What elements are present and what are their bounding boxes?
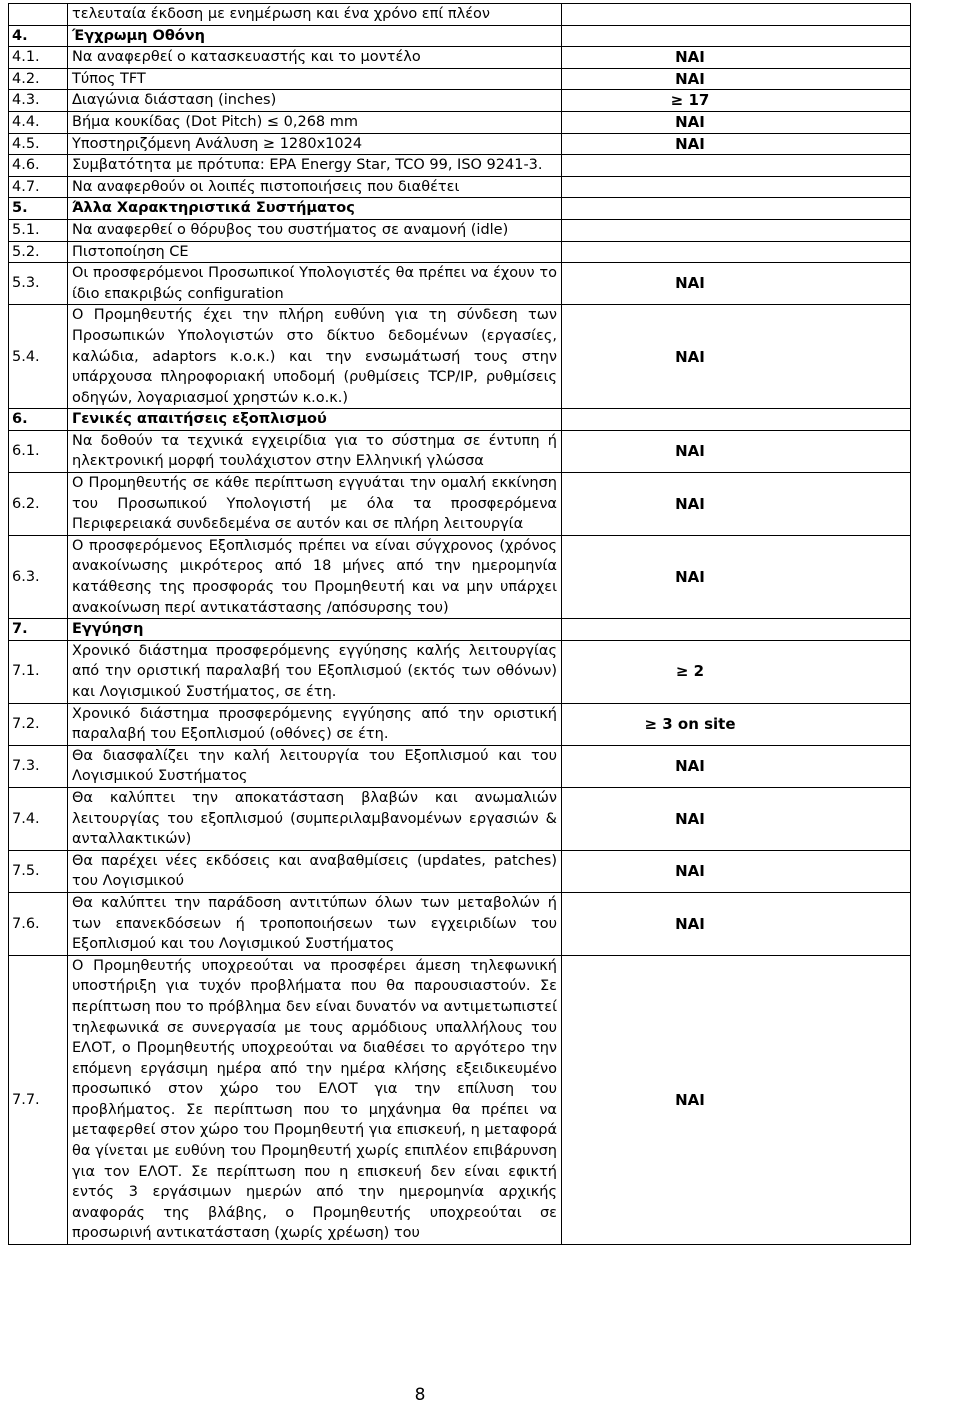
item-number: 5.3. [9,263,68,305]
page-number: 8 [414,1385,426,1405]
item-description: Να δοθούν τα τεχνικά εγχειρίδια για το σύστημα σε έντυπη ή ηλεκτρονική μορφή τουλάχιστον στην Ελληνική γλώσσα [68,430,562,472]
item-description: Διαγώνια διάσταση (inches) [68,90,562,112]
spec-row [9,263,911,305]
spec-row [9,47,911,69]
item-description: Ο Προμηθευτής υποχρεούται να προσφέρει άμεση τηλεφωνική υποστήριξη για τυχόν προβλήματα που θα παρουσιαστούν. Σε περίπτωση που το πρόβλημα δεν είναι δυνατόν να αντιμετωπιστεί τηλεφωνικά σε συνεργασία με τους αρμόδιους υπαλλήλους του ΕΛΟΤ, ο Προμηθευτής υποχρεούται να διαθέσει το αργότερο την επόμενη εργάσιμη ημέρα από την ημέρα κλήσης εξειδικευμένο προσωπικό στον χώρο του ΕΛΟΤ για την επίλυση του προβλήματος. Σε περίπτωση που το μηχάνημα θα πρέπει να μεταφερθεί στον χώρο του Προμηθευτή για επισκευή, η μεταφορά θα γίνεται με ευθύνη του Προμηθευτή χωρίς επιπλέον επιβάρυνση για τον ΕΛΟΤ. Σε περίπτωση που η επισκευή δεν είναι εφικτή εντός 3 εργάσιμων ημερών από την ημερομηνία αρχικής αναφοράς της βλάβης, ο Προμηθευτής υποχρεούται σε προσωρινή αντικατάσταση (χωρίς χρέωση) του [68,955,562,1244]
item-description: τελευταία έκδοση με ενημέρωση και ένα χρόνο επί πλέον [68,4,562,26]
item-description: Θα παρέχει νέες εκδόσεις και αναβαθμίσεις (updates, patches) του Λογισμικού [68,850,562,892]
spec-row [9,305,911,409]
requirement-value: ΝΑΙ [562,850,911,892]
item-description: Ο Προμηθευτής έχει την πλήρη ευθύνη για τη σύνδεση των Προσωπικών Υπολογιστών στο δίκτυο δεδομένων (εργασίες, καλώδια, adaptors κ.ο.κ.) και την ενσωμάτωσή τους στην υπάρχουσα πληροφοριακή υποδομή (ρυθμίσεις TCP/IP, ρυθμίσεις οδηγών, λογαριασμοί χρηστών κ.ο.κ.) [68,305,562,409]
spec-row [9,241,911,263]
spec-table [8,3,911,1245]
spec-table-wrapper [8,3,910,1245]
spec-row [9,111,911,133]
spec-row [9,176,911,198]
requirement-value: ≥ 3 on site [562,703,911,745]
requirement-value: ΝΑΙ [562,430,911,472]
item-number: 4.6. [9,155,68,177]
section-title: Εγγύηση [68,619,562,641]
spec-table-body [9,4,911,1245]
section-heading-row [9,198,911,220]
spec-row [9,535,911,618]
spec-row [9,640,911,703]
spec-row [9,4,911,26]
item-number: 7.2. [9,703,68,745]
requirement-value [562,198,911,220]
requirement-value [562,619,911,641]
item-number: 7.6. [9,892,68,955]
spec-row [9,745,911,787]
requirement-value [562,176,911,198]
requirement-value [562,219,911,241]
item-description: Συμβατότητα με πρότυπα: EPA Energy Star, TCO 99, ISO 9241-3. [68,155,562,177]
item-number: 5.4. [9,305,68,409]
item-description: Υποστηριζόμενη Ανάλυση ≥ 1280x1024 [68,133,562,155]
requirement-value: ΝΑΙ [562,787,911,850]
section-heading-row [9,619,911,641]
spec-row [9,219,911,241]
item-description: Βήμα κουκίδας (Dot Pitch) ≤ 0,268 mm [68,111,562,133]
spec-row [9,787,911,850]
spec-row [9,90,911,112]
item-number: 7.4. [9,787,68,850]
section-title: Άλλα Χαρακτηριστικά Συστήματος [68,198,562,220]
item-number: 5.2. [9,241,68,263]
item-description: Χρονικό διάστημα προσφερόμενης εγγύησης καλής λειτουργίας από την οριστική παραλαβή του Εξοπλισμού (εκτός των οθόνων) και Λογισμικού Συστήματος, σε έτη. [68,640,562,703]
requirement-value [562,241,911,263]
spec-row [9,430,911,472]
requirement-value [562,4,911,26]
requirement-value [562,25,911,47]
requirement-value: ≥ 2 [562,640,911,703]
item-description: Θα καλύπτει την παράδοση αντιτύπων όλων των μεταβολών ή των επανεκδόσεων ή τροποποιήσεων των εγχειριδίων του Εξοπλισμού και του Λογισμικού Συστήματος [68,892,562,955]
item-number: 4.5. [9,133,68,155]
section-heading-row [9,25,911,47]
requirement-value: ΝΑΙ [562,68,911,90]
item-description: Ο προσφερόμενος Εξοπλισμός πρέπει να είναι σύγχρονος (χρόνος ανακοίνωσης μικρότερος από 18 μήνες από την ημερομηνία κατάθεσης της προσφοράς του Προμηθευτή και να μην υπάρχει ανακοίνωση περί αντικατάστασης /απόσυρσης του) [68,535,562,618]
requirement-value [562,409,911,431]
requirement-value: ΝΑΙ [562,955,911,1244]
requirement-value: ΝΑΙ [562,263,911,305]
requirement-value: ΝΑΙ [562,535,911,618]
item-description: Να αναφερθεί ο κατασκευαστής και το μοντέλο [68,47,562,69]
item-number: 5.1. [9,219,68,241]
spec-row [9,155,911,177]
section-heading-row [9,409,911,431]
item-description: Χρονικό διάστημα προσφερόμενης εγγύησης από την οριστική παραλαβή του Εξοπλισμού (οθόνες) σε έτη. [68,703,562,745]
item-number: 5. [9,198,68,220]
requirement-value: ΝΑΙ [562,133,911,155]
item-number: 4.7. [9,176,68,198]
spec-row [9,473,911,536]
item-number: 6.3. [9,535,68,618]
item-number: 4.3. [9,90,68,112]
requirement-value: ΝΑΙ [562,473,911,536]
item-description: Θα καλύπτει την αποκατάσταση βλαβών και ανωμαλιών λειτουργίας του εξοπλισμού (συμπεριλαμβανομένων εργασιών & ανταλλακτικών) [68,787,562,850]
item-number: 4.2. [9,68,68,90]
requirement-value: ΝΑΙ [562,47,911,69]
item-description: Ο Προμηθευτής σε κάθε περίπτωση εγγυάται την ομαλή εκκίνηση του Προσωπικού Υπολογιστή με όλα τα προσφερόμενα Περιφερειακά συνδεδεμένα σε αυτόν και σε πλήρη λειτουργία [68,473,562,536]
spec-row [9,68,911,90]
requirement-value: ΝΑΙ [562,745,911,787]
item-number: 7.5. [9,850,68,892]
requirement-value [562,155,911,177]
item-number: 4. [9,25,68,47]
item-description: Πιστοποίηση CE [68,241,562,263]
spec-row [9,892,911,955]
item-description: Να αναφερθούν οι λοιπές πιστοποιήσεις που διαθέτει [68,176,562,198]
item-number: 6.2. [9,473,68,536]
item-number: 6.1. [9,430,68,472]
spec-row [9,703,911,745]
requirement-value: ≥ 17 [562,90,911,112]
requirement-value: ΝΑΙ [562,111,911,133]
spec-row [9,955,911,1244]
item-number [9,4,68,26]
item-number: 4.4. [9,111,68,133]
item-number: 6. [9,409,68,431]
requirement-value: ΝΑΙ [562,305,911,409]
spec-row [9,133,911,155]
item-description: Θα διασφαλίζει την καλή λειτουργία του Εξοπλισμού και του Λογισμικού Συστήματος [68,745,562,787]
item-number: 7.1. [9,640,68,703]
item-number: 7.7. [9,955,68,1244]
item-number: 7.3. [9,745,68,787]
requirement-value: ΝΑΙ [562,892,911,955]
section-title: Έγχρωμη Οθόνη [68,25,562,47]
item-number: 4.1. [9,47,68,69]
section-title: Γενικές απαιτήσεις εξοπλισμού [68,409,562,431]
item-description: Τύπος TFT [68,68,562,90]
item-number: 7. [9,619,68,641]
spec-row [9,850,911,892]
item-description: Οι προσφερόμενοι Προσωπικοί Υπολογιστές θα πρέπει να έχουν το ίδιο επακριβώς configuration [68,263,562,305]
item-description: Να αναφερθεί ο θόρυβος του συστήματος σε αναμονή (idle) [68,219,562,241]
